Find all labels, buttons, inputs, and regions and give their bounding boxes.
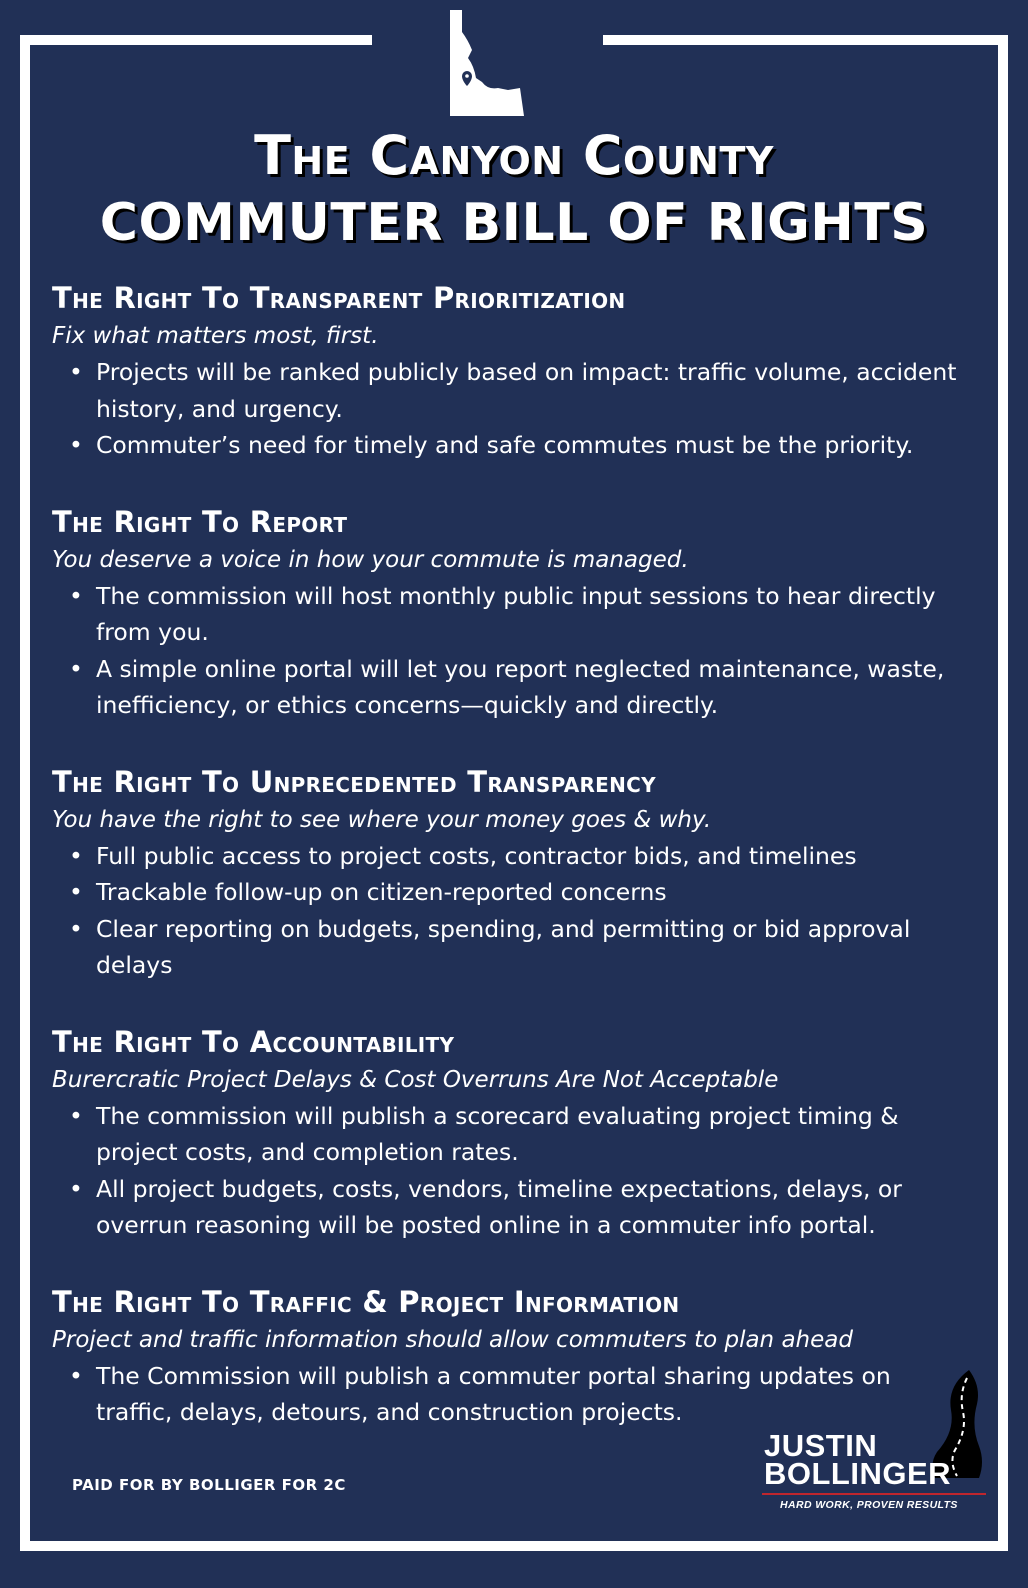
bullet-list (52, 354, 972, 464)
section-subtitle: You have the right to see where your money goes & why. (52, 806, 712, 833)
title-line-2: COMMUTER BILL OF RIGHTS (99, 193, 929, 253)
section-heading: The Right To Accountability (52, 1024, 455, 1059)
brand-tagline: HARD WORK, PROVEN RESULTS (780, 1499, 958, 1511)
section-heading: The Right To Unprecedented Transparency (52, 764, 656, 799)
section-subtitle: Project and traffic information should allow commuters to plan ahead (52, 1326, 853, 1353)
bullet-item: • Projects will be ranked publicly based on impact: traffic volume, accident history, and urgency. (96, 354, 972, 427)
bullet-item: • Clear reporting on budgets, spending, and permitting or bid approval delays (96, 911, 972, 984)
page-title (30, 122, 998, 256)
section-accountability (52, 1022, 972, 1244)
section-heading: The Right To Traffic & Project Information (52, 1284, 680, 1319)
section-transparent-prioritization (52, 278, 972, 464)
frame-border-right (998, 35, 1008, 1551)
section-subtitle: You deserve a voice in how your commute is managed. (52, 546, 689, 573)
bullet-item: • Trackable follow-up on citizen-reported concerns (96, 874, 972, 911)
brand-first-name: JUSTIN (764, 1428, 878, 1463)
frame-border-top-left (20, 35, 372, 45)
section-unprecedented-transparency (52, 762, 972, 984)
frame-border-bottom (20, 1541, 1008, 1551)
bullet-item: • The commission will publish a scorecard evaluating project timing & project costs, and completion rates. (96, 1098, 972, 1171)
frame-border-top-right (603, 35, 1008, 45)
bullet-item: • The commission will host monthly public input sessions to hear directly from you. (96, 578, 972, 651)
campaign-logo (762, 1368, 988, 1518)
idaho-map-pin-icon (448, 8, 530, 116)
title-line-1: The Canyon County (254, 124, 774, 187)
paid-for-disclaimer: PAID FOR BY BOLLIGER FOR 2C (72, 1476, 346, 1494)
bullet-item: • A simple online portal will let you report neglected maintenance, waste, inefficiency, or ethics concerns—quickly and directly. (96, 651, 972, 724)
bullet-list (52, 1098, 972, 1244)
section-heading: The Right To Transparent Prioritization (52, 281, 626, 315)
brand-rule (762, 1493, 986, 1495)
brand-last-name: BOLLINGER (764, 1456, 952, 1491)
section-report (52, 502, 972, 724)
bullet-item: • Full public access to project costs, contractor bids, and timelines (96, 838, 972, 875)
bullet-list (52, 838, 972, 984)
bullet-item: • Commuter’s need for timely and safe commutes must be the priority. (96, 427, 972, 464)
rights-list (52, 278, 972, 1469)
section-heading: The Right To Report (52, 504, 348, 539)
bullet-list (52, 578, 972, 724)
section-subtitle: Burercratic Project Delays & Cost Overruns Are Not Acceptable (52, 1066, 779, 1093)
section-subtitle: Fix what matters most, first. (52, 323, 379, 349)
frame-border-left (20, 35, 30, 1551)
bullet-item: • All project budgets, costs, vendors, timeline expectations, delays, or overrun reasoning will be posted online in a commuter info portal. (96, 1171, 972, 1244)
bullet-item: • The Commission will publish a commuter portal sharing updates on traffic, delays, detours, and construction projects. (96, 1358, 972, 1431)
